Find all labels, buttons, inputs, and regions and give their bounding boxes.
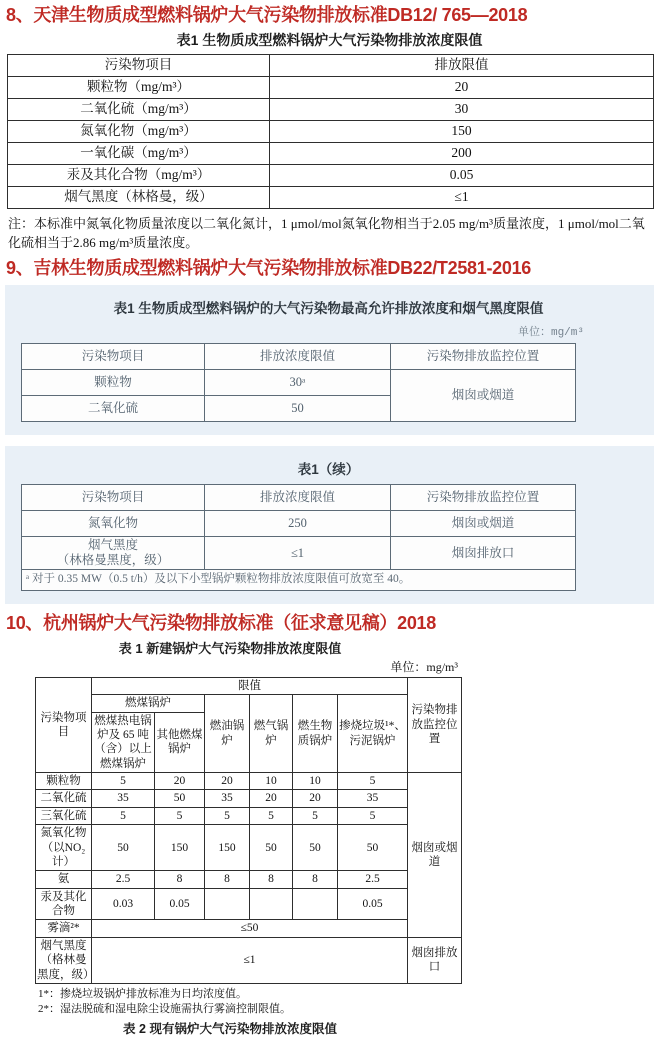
limit-column-header: 排放浓度限值 [205,344,391,370]
limit-value-cell: 50 [155,790,205,807]
monitor-column-header: 污染物排放监控位置 [391,344,576,370]
limit-value-cell: 20 [293,790,338,807]
section-8-title: 8、天津生物质成型燃料锅炉大气污染物排放标准DB12/ 765—2018 [6,5,528,25]
monitor-column-header: 污染物排放监控位置 [408,677,462,772]
pollutant-name-cell: 二氧化硫 [22,396,205,422]
table-row [36,773,462,790]
pollutant-name-cell: 雾滴²* [36,920,92,937]
limit-value-cell: 2.5 [338,871,408,888]
table-row [8,120,654,142]
pollutant-name-line2: （林格曼黑度，级） [56,553,170,568]
limit-value-cell: 0.05 [338,888,408,920]
limit-value-cell: 5 [92,773,155,790]
table-row [8,98,654,120]
table-footnote-cell: ᵃ 对于 0.35 MW（0.5 t/h）及以下小型锅炉颗粒物排放浓度限值可放宽至 40。 [22,570,576,591]
limit-value-cell: 150 [270,120,654,142]
monitor-location-cell: 烟囱或烟道 [391,370,576,422]
limit-value-cell: 35 [205,790,250,807]
jilin-table-screenshot-part2 [5,446,654,604]
limit-column-header: 排放限值 [270,54,654,76]
tianjin-limits-table [7,54,654,209]
pollutant-column-header: 污染物项目 [8,54,270,76]
table-row [36,888,462,920]
pollutant-column-header: 污染物项目 [22,344,205,370]
limit-value-cell: 50 [250,825,293,871]
table-row [36,807,462,824]
limit-group-header: 限值 [92,677,408,694]
biomass-boiler-header: 燃生物质锅炉 [293,695,338,773]
limit-value-cell: 5 [205,807,250,824]
limit-value-cell: 2.5 [92,871,155,888]
pollutant-name-cell: 颗粒物 [22,370,205,396]
pollutant-name-cell: 颗粒物（mg/m³） [8,76,270,98]
oil-boiler-header: 燃油锅炉 [205,695,250,773]
other-coal-boiler-header: 其他燃煤锅炉 [155,712,205,773]
table-row [36,825,462,871]
table-header-row [8,54,654,76]
table-row [22,511,576,537]
monitor-location-cell: 烟囱或烟道 [408,773,462,938]
table-row [22,537,576,570]
jilin-table-continued-caption: 表1（续） [297,462,360,478]
limit-value-cell: 20 [270,76,654,98]
table-header-row-2 [36,695,462,712]
limit-value-cell: 8 [155,871,205,888]
limit-value-cell: 50 [92,825,155,871]
pollutant-name-cell: 烟气黑度（林格曼，级） [8,186,270,208]
hangzhou-table-caption: 表 1 新建锅炉大气污染物排放浓度限值 [118,640,342,656]
table-header-row [22,344,576,370]
table-row [8,164,654,186]
limit-value-cell: 5 [250,807,293,824]
monitor-location-cell: 烟囱排放口 [391,537,576,570]
merged-limit-value-cell: ≤50 [92,920,408,937]
limit-value-cell: 5 [293,807,338,824]
limit-value-cell: 8 [205,871,250,888]
coal-chp-boiler-header: 燃煤热电锅炉及 65 吨（含）以上燃煤锅炉 [92,712,155,773]
limit-value-cell: 150 [155,825,205,871]
table-row [8,142,654,164]
monitor-location-cell: 烟囱或烟道 [391,511,576,537]
footnote-2: 2*：湿法脱硫和湿电除尘设施需执行雾滴控制限值。 [38,1002,291,1015]
unit-label: 单位：mg/m³ [517,327,584,340]
table-row [36,937,462,983]
hangzhou-table2-caption: 表 2 现有锅炉大气污染物排放浓度限值 [123,1021,337,1036]
tianjin-table-note: 注：本标准中氮氧化物质量浓度以二氧化氮计，1 μmol/mol氮氧化物相当于2.05 mg/m³质量浓度，1 μmol/mol二氧化硫相当于2.86 mg/m³质量浓度。 [8,215,645,251]
table-row [22,370,576,396]
limit-value-cell: 150 [205,825,250,871]
pollutant-name-cell: 一氧化碳（mg/m³） [8,142,270,164]
section-9-title: 9、吉林生物质成型燃料锅炉大气污染物排放标准DB22/T2581-2016 [6,257,532,278]
limit-value-cell: 0.05 [270,164,654,186]
limit-value-cell [205,888,250,920]
limit-value-cell: 5 [338,773,408,790]
pollutant-name-line1: 烟气黑度 [87,538,138,553]
section-10-title: 10、杭州锅炉大气污染物排放标准（征求意见稿）2018 [6,613,436,634]
jilin-table-caption: 表1 生物质成型燃料锅炉的大气污染物最高允许排放浓度和烟气黑度限值 [113,301,544,317]
limit-value-cell: 10 [250,773,293,790]
limit-value-cell: 35 [338,790,408,807]
limit-value-cell: 5 [155,807,205,824]
limit-value-cell: 50 [205,396,391,422]
limit-value-cell: 30 [270,98,654,120]
pollutant-name-cell: 颗粒物 [36,773,92,790]
limit-value-cell: 0.05 [155,888,205,920]
limit-value-cell: 8 [293,871,338,888]
limit-value-cell: ≤1 [270,186,654,208]
jilin-table-screenshot-part1 [5,285,654,435]
table-row [36,871,462,888]
table-footnote-row [22,570,576,591]
unit-label: 单位：mg/m³ [390,659,458,674]
table-header-row-1 [36,677,462,694]
limit-value-cell: 5 [92,807,155,824]
table-row [8,76,654,98]
pollutant-name-cell: 氮氧化物（mg/m³） [8,120,270,142]
limit-value-cell: 30ᵃ [205,370,391,396]
pollutant-column-header: 污染物项目 [22,485,205,511]
merged-limit-value-cell: ≤1 [92,937,408,983]
pollutant-name-cell: 烟气黑度（格林曼黑度，级） [36,937,92,983]
limit-column-header: 排放浓度限值 [205,485,391,511]
limit-value-cell: 20 [250,790,293,807]
limit-value-cell: 8 [250,871,293,888]
pollutant-name-cell: 三氧化硫 [36,807,92,824]
limit-value-cell [250,888,293,920]
pollutant-name-cell: 汞及其化合物（mg/m³） [8,164,270,186]
limit-value-cell: 50 [338,825,408,871]
limit-value-cell: 200 [270,142,654,164]
hangzhou-limits-table [35,677,462,984]
table-row [8,186,654,208]
limit-value-cell: 250 [205,511,391,537]
footnote-1: 1*：掺烧垃圾锅炉排放标准为日均浓度值。 [38,987,247,1000]
hangzhou-table-footnotes [38,987,659,1017]
monitor-location-cell: 烟囱排放口 [408,937,462,983]
limit-value-cell: 10 [293,773,338,790]
pollutant-name-cell: 二氧化硫 [36,790,92,807]
pollutant-name-cell: 二氧化硫（mg/m³） [8,98,270,120]
pollutant-name-cell: 氨 [36,871,92,888]
gas-boiler-header: 燃气锅炉 [250,695,293,773]
limit-value-cell: 20 [205,773,250,790]
limit-value-cell: 20 [155,773,205,790]
pollutant-name-cell: 氮氧化物（以NO₂计） [36,825,92,871]
coal-boiler-group-header: 燃煤锅炉 [92,695,205,712]
jilin-limits-table-part1 [21,343,576,422]
table-header-row [22,485,576,511]
pollutant-name-cell: 汞及其化合物 [36,888,92,920]
limit-value-cell: 5 [338,807,408,824]
limit-value-cell: ≤1 [205,537,391,570]
pollutant-name-cell [22,537,205,570]
waste-sludge-boiler-header: 掺烧垃圾¹*、污泥锅炉 [338,695,408,773]
limit-value-cell [293,888,338,920]
monitor-column-header: 污染物排放监控位置 [391,485,576,511]
pollutant-name-cell: 氮氧化物 [22,511,205,537]
limit-value-cell: 0.03 [92,888,155,920]
tianjin-table-caption: 表1 生物质成型燃料锅炉大气污染物排放浓度限值 [176,31,483,48]
limit-value-cell: 50 [293,825,338,871]
limit-value-cell: 35 [92,790,155,807]
jilin-limits-table-part2 [21,484,576,591]
pollutant-column-header: 污染物项目 [36,677,92,772]
table-row [36,790,462,807]
